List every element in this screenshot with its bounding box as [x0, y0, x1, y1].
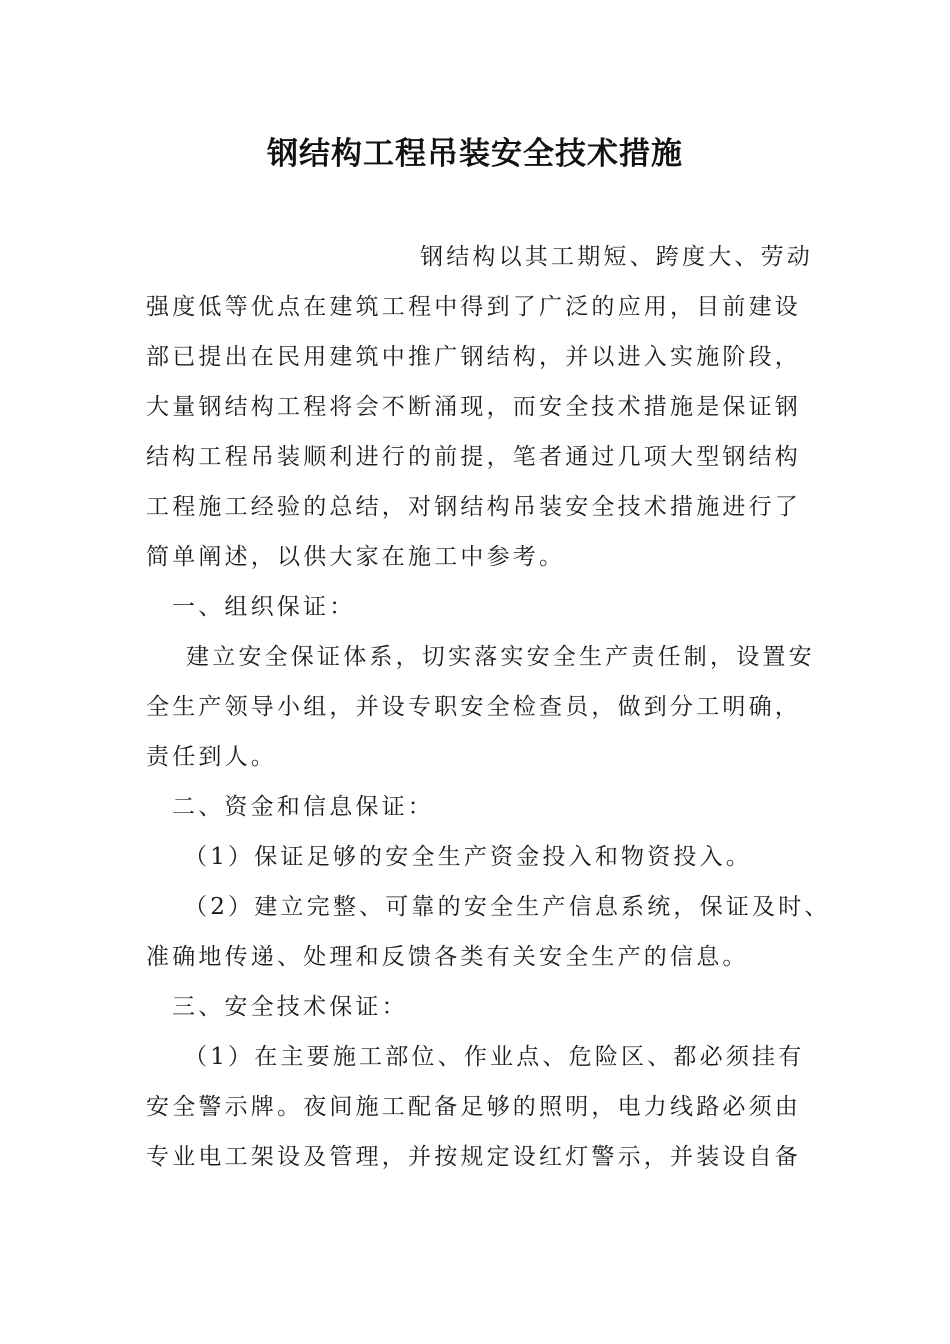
paragraph-line: 结构工程吊装顺利进行的前提，笔者通过几项大型钢结构	[146, 444, 801, 470]
paragraph-line: 强度低等优点在建筑工程中得到了广泛的应用，目前建设	[146, 294, 801, 320]
paragraph-line: 专业电工架设及管理，并按规定设红灯警示，并装设自备	[146, 1144, 801, 1170]
list-item: （2）建立完整、可靠的安全生产信息系统，保证及时、	[184, 894, 831, 920]
paragraph-line: 全生产领导小组，并设专职安全检查员，做到分工明确，	[146, 694, 801, 720]
paragraph-line: 安全警示牌。夜间施工配备足够的照明，电力线路必须由	[146, 1094, 801, 1120]
list-item: （1）保证足够的安全生产资金投入和物资投入。	[184, 844, 753, 870]
section-heading: 二、资金和信息保证：	[172, 794, 434, 820]
paragraph-line: 建立安全保证体系，切实落实安全生产责任制，设置安	[186, 644, 815, 670]
document-title: 钢结构工程吊装安全技术措施	[267, 136, 683, 172]
section-heading: 一、组织保证：	[172, 594, 356, 620]
paragraph-line: 简单阐述，以供大家在施工中参考。	[146, 544, 566, 570]
paragraph-line: 大量钢结构工程将会不断涌现，而安全技术措施是保证钢	[146, 394, 801, 420]
paragraph-line: 工程施工经验的总结，对钢结构吊装安全技术措施进行了	[146, 494, 801, 520]
paragraph-line: 准确地传递、处理和反馈各类有关安全生产的信息。	[146, 944, 749, 970]
paragraph-line: 钢结构以其工期短、跨度大、劳动	[420, 244, 813, 270]
paragraph-line: 部已提出在民用建筑中推广钢结构，并以进入实施阶段，	[146, 344, 801, 370]
section-heading: 三、安全技术保证：	[172, 994, 408, 1020]
list-item: （1）在主要施工部位、作业点、危险区、都必须挂有	[184, 1044, 805, 1070]
paragraph-line: 责任到人。	[146, 744, 277, 770]
